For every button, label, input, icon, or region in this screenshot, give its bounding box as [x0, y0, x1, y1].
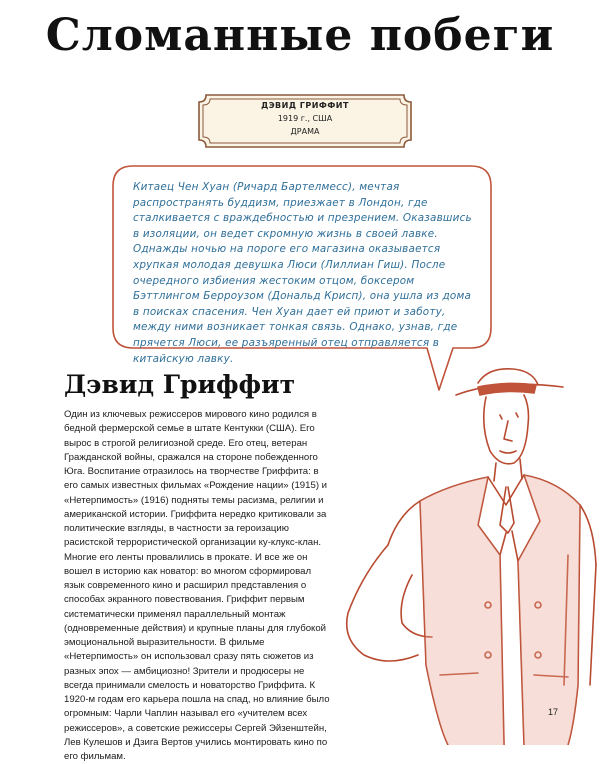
griffith-illustration: [328, 355, 598, 745]
page-number: 17: [548, 707, 559, 717]
page-title: Сломанные побеги: [45, 10, 555, 61]
bio-text: Один из ключевых режиссеров мирового кино родился в бедной фермерской семье в штате Кентукки (США). Его вырос в строгой религиозной среде. Его отец, ветеран Гражданской войны, сражался на стороне побежденного Юга. Воспитание отразилось на творчестве Гриффита: в его самых известных фильмах «Рождение нации» (1915) и «Нетерпимость» (1916) подняты темы расизма, религии и американской истории. Гриффита нередко критиковали за политические взгляды, в частности за героизацию расистской террористической организации ку-клукс-клан. Многие его ленты провалились в прокате. И все же он вошел в историю как новатор: во многом сформировал язык современного кино и расширил представления о способах экранного повествования. Гриффит первым систематически применял параллельный монтаж (одновременные действия) и крупные планы для глубокой эмоциональной выразительности. В фильме «Нетерпимость» он использовал сразу пять сюжетов из разных эпох — амбициозно! Зрители и продюсеры не всегда принимали смелость и новаторство Гриффита. К 1920-м годам его карьера пошла на спад, но влияние было огромным: Чарли Чаплин называл его «учителем всех режиссеров», а советские режиссеры Сергей Эйзенштейн, Лев Кулешов и Дзига Вертов учились монтировать кино по его фильмам.: [64, 409, 330, 762]
film-info-card: [196, 92, 414, 150]
jacket-hatch: [420, 475, 580, 745]
film-genre: ДРАМА: [290, 127, 320, 136]
synopsis-speech-bubble: [105, 162, 495, 364]
hat-crown: [478, 369, 538, 385]
director-name: ДЭВИД ГРИФФИТ: [261, 101, 349, 110]
bio-heading: Дэвид Гриффит: [64, 370, 296, 399]
film-synopsis: Китаец Чен Хуан (Ричард Бартелмесс), мечтая распространять буддизм, приезжает в Лондон, где сталкивается с враждебностью и презрением. Оказавшись в изоляции, он ведет скромную жизнь в своей лавке. Однажды ночью на пороге его магазина оказывается хрупкая молодая девушка Люси (Лиллиан Гиш). После очередного избиения жестоким отцом, боксером Бэттлингом Берроузом (Дональд Крисп), она ушла из дома в поисках спасения. Чен Хуан дает ей приют и заботу, между ними возникает тонкая связь. Однако, узнав, где прячется Люси, ее разъяренный отец отправляется в китайскую лавку.: [133, 181, 472, 365]
film-year-country: 1919 г., США: [277, 114, 333, 123]
